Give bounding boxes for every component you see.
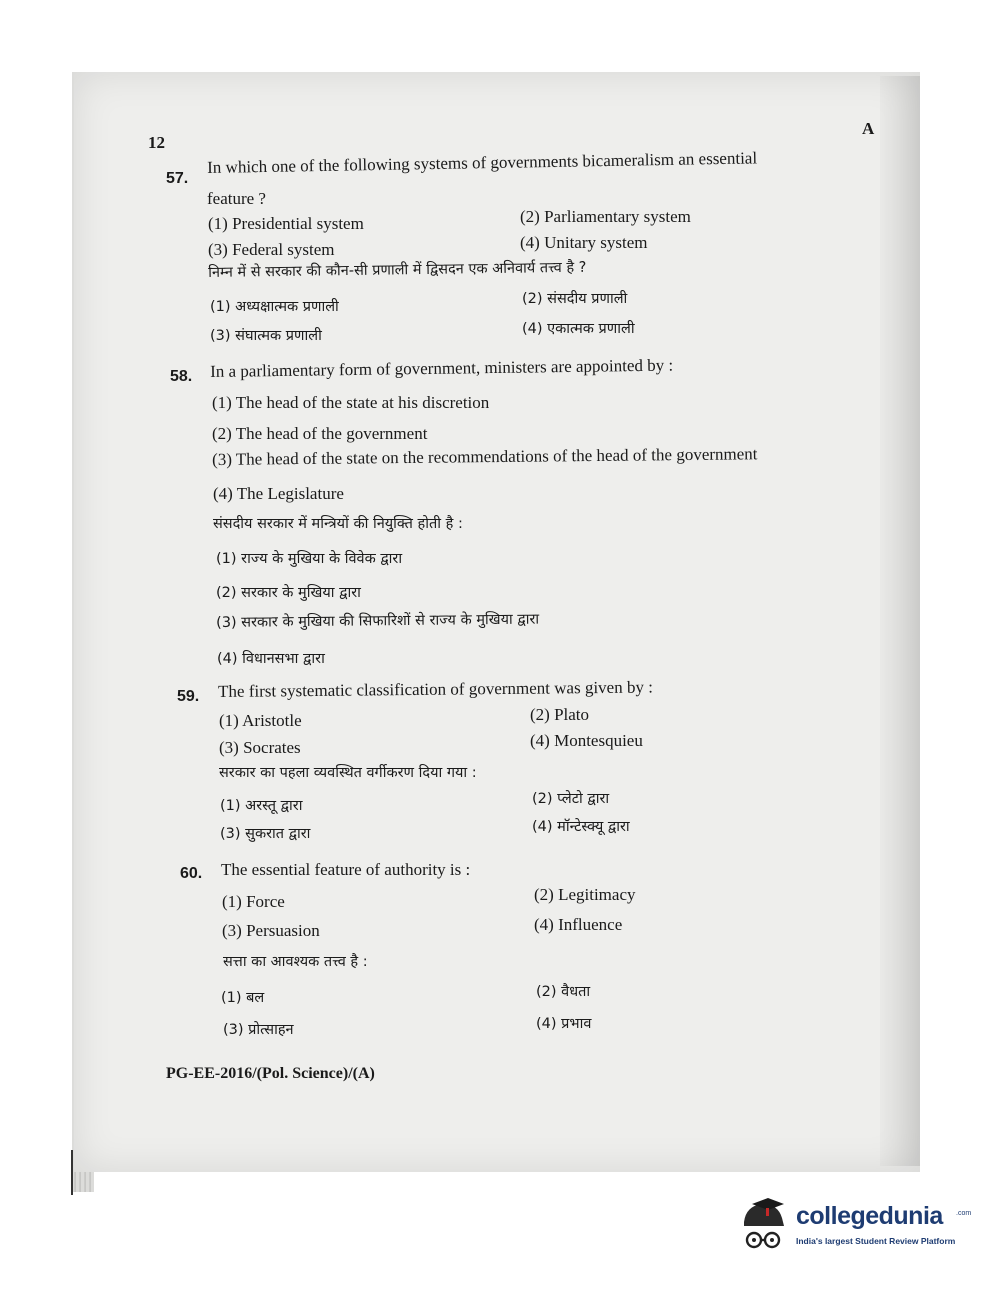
option-2-hindi: (2) वैधता: [536, 984, 591, 1000]
question-text: The essential feature of authority is :: [221, 860, 471, 879]
option-1: (1) The head of the state at his discretion: [212, 393, 490, 412]
question-number: 59.: [177, 688, 200, 705]
option-2-hindi: (2) सरकार के मुखिया द्वारा: [216, 585, 361, 601]
option-2: (2) Legitimacy: [534, 885, 636, 904]
question-text-hindi: निम्न में से सरकार की कौन-सी प्रणाली में द्विसदन एक अनिवार्य तत्त्व है ?: [208, 259, 587, 281]
option-1: (1) Force: [222, 892, 285, 911]
option-3-hindi: (3) सुकरात द्वारा: [220, 826, 311, 842]
option-1-hindi: (1) बल: [221, 990, 265, 1006]
collegedunia-logo: [738, 1196, 972, 1260]
option-1-hindi: (1) राज्य के मुखिया के विवेक द्वारा: [216, 551, 403, 567]
option-3-hindi: (3) प्रोत्साहन: [223, 1022, 294, 1038]
paper-code-footer: PG-EE-2016/(Pol. Science)/(A): [166, 1065, 375, 1082]
option-3: (3) Persuasion: [222, 921, 320, 940]
option-4-hindi: (4) एकात्मक प्रणाली: [522, 321, 635, 337]
question-number: 57.: [166, 170, 189, 187]
question-number: 60.: [180, 865, 203, 882]
option-1: (1) Aristotle: [219, 711, 302, 730]
option-4-hindi: (4) मॉन्टेस्क्यू द्वारा: [532, 819, 630, 835]
question-set-label: A: [862, 119, 875, 138]
question-text: In a parliamentary form of government, ministers are appointed by :: [210, 355, 674, 381]
option-4: (4) Unitary system: [520, 233, 648, 252]
page-fold-shadow: [880, 76, 920, 1166]
brand-domain: .com: [956, 1210, 972, 1217]
option-3: (3) The head of the state on the recommendations of the head of the government: [212, 444, 758, 469]
option-2: (2) Plato: [530, 705, 590, 724]
brand-name: collegedunia: [796, 1202, 943, 1230]
option-4-hindi: (4) प्रभाव: [536, 1016, 592, 1032]
option-2: (2) The head of the government: [212, 424, 428, 443]
question-text: The first systematic classification of government was given by :: [218, 677, 653, 701]
question-text-hindi: सत्ता का आवश्यक तत्त्व है :: [223, 954, 368, 970]
option-2-hindi: (2) संसदीय प्रणाली: [522, 291, 628, 307]
option-1: (1) Presidential system: [208, 214, 364, 233]
question-text-continued: feature ?: [207, 189, 266, 208]
student-mascot-icon: [738, 1196, 794, 1260]
margin-rule: [71, 1150, 73, 1195]
option-4-hindi: (4) विधानसभा द्वारा: [217, 651, 325, 667]
option-4: (4) The Legislature: [213, 484, 344, 503]
brand-tagline: India's largest Student Review Platform: [796, 1236, 956, 1246]
option-3: (3) Socrates: [219, 738, 301, 757]
question-text: In which one of the following systems of governments bicameralism an essential: [207, 148, 758, 177]
option-4: (4) Influence: [534, 915, 623, 934]
option-3: (3) Federal system: [208, 240, 335, 259]
option-4: (4) Montesquieu: [530, 731, 643, 750]
option-1-hindi: (1) अरस्तू द्वारा: [220, 798, 303, 814]
option-2: (2) Parliamentary system: [520, 207, 691, 226]
option-3-hindi: (3) संघात्मक प्रणाली: [210, 328, 322, 344]
page-number: 12: [148, 133, 165, 152]
option-2-hindi: (2) प्लेटो द्वारा: [532, 791, 610, 807]
option-3-hindi: (3) सरकार के मुखिया की सिफारिशों से राज्य के मुखिया द्वारा: [216, 611, 540, 631]
question-text-hindi: सरकार का पहला व्यवस्थित वर्गीकरण दिया गया :: [219, 765, 477, 781]
option-1-hindi: (1) अध्यक्षात्मक प्रणाली: [210, 299, 339, 315]
question-number: 58.: [170, 368, 193, 385]
question-text-hindi: संसदीय सरकार में मन्त्रियों की नियुक्ति होती है :: [213, 516, 463, 532]
